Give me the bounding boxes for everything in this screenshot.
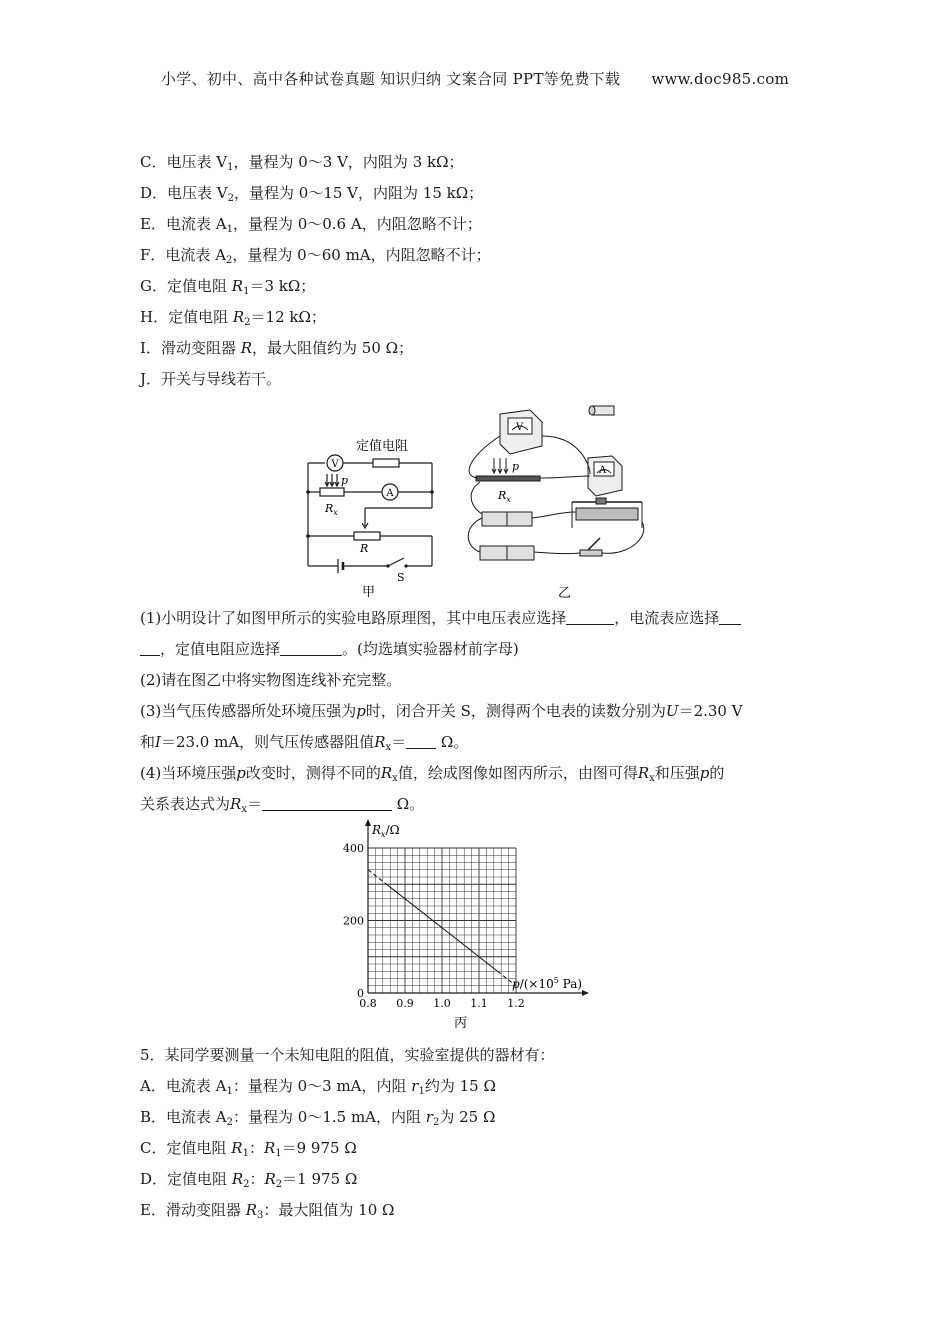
equipment-item: C．电压表 $V_1$，量程为 0～3 V，内阻为 3 kΩ；: [140, 153, 464, 173]
pressure-label-yi: p: [512, 460, 520, 473]
voltmeter-label: V: [516, 422, 524, 433]
equipment-item: F．电流表 $A_2$，量程为 0～60 mA，内阻忽略不计；: [140, 246, 491, 266]
x-tick-label: 1.1: [470, 997, 488, 1010]
answer-blank[interactable]: [280, 641, 342, 656]
header-site: www.doc985.com: [651, 70, 790, 88]
chart-axes: [365, 819, 589, 996]
equipment-item: E．电流表 $A_1$，量程为 0～0.6 A，内阻忽略不计；: [140, 215, 482, 235]
rx-label: $R_x$: [325, 502, 338, 517]
answer-blank[interactable]: [262, 796, 392, 811]
page-header: [0, 68, 950, 89]
problem-5-item: B．电流表 $A_2$：量程为 0～1.5 mA，内阻 $r_2$为 25 Ω: [140, 1108, 496, 1128]
equipment-item: J．开关与导线若干。: [140, 370, 282, 388]
y-axis-label: $R_x/\Omega$: [372, 823, 400, 839]
y-tick-label: 400: [343, 842, 364, 855]
figure-caption-jia: 甲: [362, 585, 376, 600]
equipment-item: H．定值电阻 $R_2=12$ kΩ；: [140, 308, 326, 328]
pressure-label: p: [341, 474, 349, 487]
answer-blank[interactable]: [140, 641, 160, 656]
x-axis-arrow: [582, 990, 589, 996]
problem-5-item: A．电流表 $A_1$：量程为 0～3 mA，内阻 $r_1$约为 15 Ω: [140, 1077, 496, 1097]
figure-caption-yi: 乙: [558, 586, 572, 601]
fixed-resistor-label: 定值电阻: [356, 439, 409, 454]
voltmeter-symbol: V: [331, 459, 339, 470]
y-tick-label: 200: [343, 914, 364, 928]
x-tick-label: 1.0: [433, 997, 451, 1010]
equipment-item: I．滑动变阻器 R，最大阻值约为 50 Ω；: [140, 339, 414, 357]
answer-blank[interactable]: [719, 610, 741, 625]
rx-label-yi: $R_x$: [498, 489, 511, 504]
y-tick-label: 0: [357, 987, 364, 1000]
problem-5-item: D．定值电阻 $R_2$：$R_2=1$ 975 Ω: [140, 1170, 358, 1190]
header-text: 小学、初中、高中各种试卷真题 知识归纳 文案合同 PPT等免费下载: [160, 70, 621, 88]
x-tick-label: 0.9: [396, 997, 414, 1010]
figure-caption-bing: 丙: [454, 1016, 468, 1031]
problem-5-intro: 5．某同学要测量一个未知电阻的阻值，实验室提供的器材有：: [140, 1046, 555, 1064]
chart-grid: [368, 848, 516, 993]
question-4-cont: 关系表达式为$R_x= \Omega$。: [140, 795, 425, 815]
question-1-cont: ，定值电阻应选择 。(均选填实验器材前字母): [140, 639, 519, 659]
rheostat-label: R: [360, 542, 369, 555]
switch-label: S: [397, 571, 405, 584]
question-3-cont: 和I＝23.0 mA，则气压传感器阻值$R_x= \Omega$。: [140, 733, 469, 753]
problem-5-item: C．定值电阻 $R_1$：$R_1=9$ 975 Ω: [140, 1139, 357, 1159]
equipment-item: D．电压表 $V_2$，量程为 0～15 V，内阻为 15 kΩ；: [140, 184, 484, 204]
y-axis-arrow: [365, 819, 371, 826]
problem-5-item: E．滑动变阻器 $R_3$：最大阻值为 10 Ω: [140, 1201, 395, 1221]
x-tick-label: 0.8: [359, 997, 377, 1010]
chart-bing: [330, 818, 620, 1034]
x-axis-label: $p/(\times 10^5$ Pa): [512, 976, 583, 991]
chart-ticks: [343, 842, 525, 1010]
question-2: (2)请在图乙中将实物图连线补充完整。: [140, 671, 402, 689]
equipment-item: G．定值电阻 $R_1=3$ kΩ；: [140, 277, 316, 297]
answer-blank[interactable]: [566, 610, 614, 625]
answer-blank[interactable]: [406, 734, 436, 749]
apparatus-diagram-yi: [460, 396, 660, 602]
x-tick-label: 1.2: [507, 997, 525, 1010]
circuit-diagram-jia: [300, 430, 450, 600]
ammeter-symbol: A: [386, 488, 394, 499]
question-4: (4)当环境压强p改变时，测得不同的$R_x$值，绘成图像如图丙所示，由图可得$R_x$和压强p的: [140, 764, 725, 784]
question-1: (1)小明设计了如图甲所示的实验电路原理图，其中电压表应选择 ，电流表应选择: [140, 608, 741, 628]
question-3: (3)当气压传感器所处环境压强为p时，闭合开关 S，测得两个电表的读数分别为U＝2.30 V: [140, 702, 743, 720]
ammeter-label: A: [599, 465, 607, 476]
